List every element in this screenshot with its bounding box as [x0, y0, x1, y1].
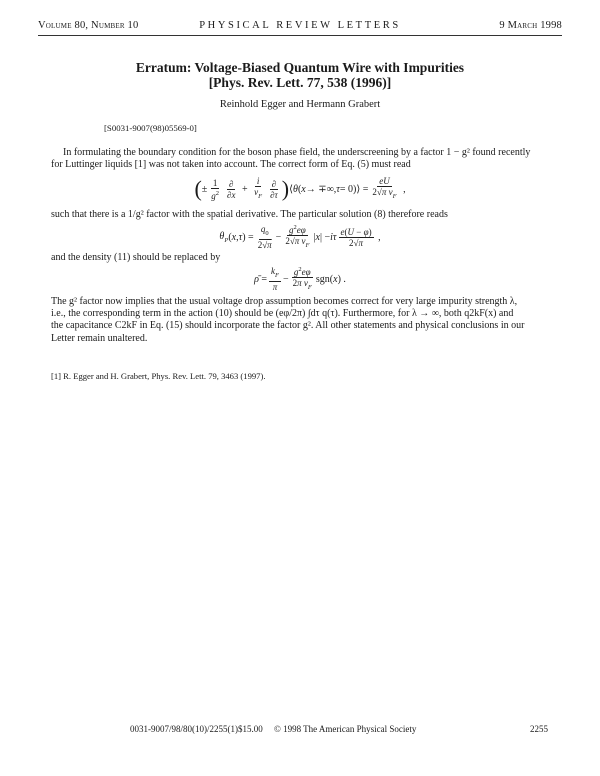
paragraph-1-line-1: In formulating the boundary condition for the boson phase field, the underscreening by a factor 1 − g² found recently: [63, 147, 531, 158]
equation-8-render: $\theta_P$ ( x , τ ) = $\frac{q_0}{2√\pi}$ − $\frac{g^2e\varphi}{2√\pi v_F}$ | x | − iτ $\frac{e(U - \varphi)}{2√\pi}$ ,: [219, 224, 381, 250]
header-date: 9 March 1998: [499, 20, 562, 31]
paragraph-2: such that there is a 1/g² factor with the spatial derivative. The particular solution (8) therefore reads: [51, 209, 448, 220]
paragraph-4-line-4: Letter remain unaltered.: [51, 332, 148, 344]
page-number: 2255: [530, 724, 548, 734]
paragraph-4-line-3: the capacitance C2kF in Eq. (15) should incorporate the factor g². All other statements and physical conclusions in our: [51, 320, 525, 332]
equation-5-render: ( ± $\frac{1}{g^2}$ $\frac{\partial}{\partial x}$ + $\frac{i}{v_F}$ $\frac{\partial}{\partial\tau}$ ) ⟨ θ ( x → ∓∞, τ = 0)⟩ = $\frac{eU}{2√\pi v_F}$ ,: [194, 176, 406, 201]
article-citation: [Phys. Rev. Lett. 77, 538 (1996)]: [208, 75, 392, 90]
footer-copyright: © 1998 The American Physical Society: [274, 724, 417, 734]
equation-5: [51, 172, 549, 206]
header-rule: [38, 35, 562, 36]
equation-11: [51, 263, 549, 295]
article-title: Erratum: Voltage-Biased Quantum Wire with Impurities: [135, 60, 465, 75]
equation-11-render: ρ̄ = $\frac{k_F}{\pi}$ − $\frac{g^2e\varphi}{2\pi v_F}$ sgn( x ) .: [254, 266, 346, 292]
paragraph-4-line-2: i.e., the corresponding term in the action (10) should be (eφ/2π) ∫dτ q(τ). Furthermore, for λ → ∞, both q2kF(x) and: [51, 308, 514, 320]
pii-code: [S0031-9007(98)05569-0]: [104, 123, 197, 133]
footer-code: [130, 724, 416, 734]
paragraph-4-line-1: The g² factor now implies that the usual voltage drop assumption becomes correct for very large impurity strength λ,: [51, 296, 518, 307]
paragraph-1-line-2: for Luttinger liquids [1] was not taken into account. The correct form of Eq. (5) must read: [51, 159, 411, 171]
header-volume: Volume 80, Number 10: [38, 20, 139, 31]
footer-price-code: 0031-9007/98/80(10)/2255(1)$15.00: [130, 724, 263, 734]
reference-1: [1] R. Egger and H. Grabert, Phys. Rev. Lett. 79, 3463 (1997).: [51, 371, 266, 381]
paragraph-1: [51, 147, 549, 171]
header-journal: PHYSICAL REVIEW LETTERS: [199, 20, 401, 31]
equation-8: [51, 221, 549, 253]
paragraph-3: and the density (11) should be replaced by: [51, 252, 221, 263]
paragraph-4: [51, 296, 549, 345]
authors: Reinhold Egger and Hermann Grabert: [219, 99, 381, 110]
